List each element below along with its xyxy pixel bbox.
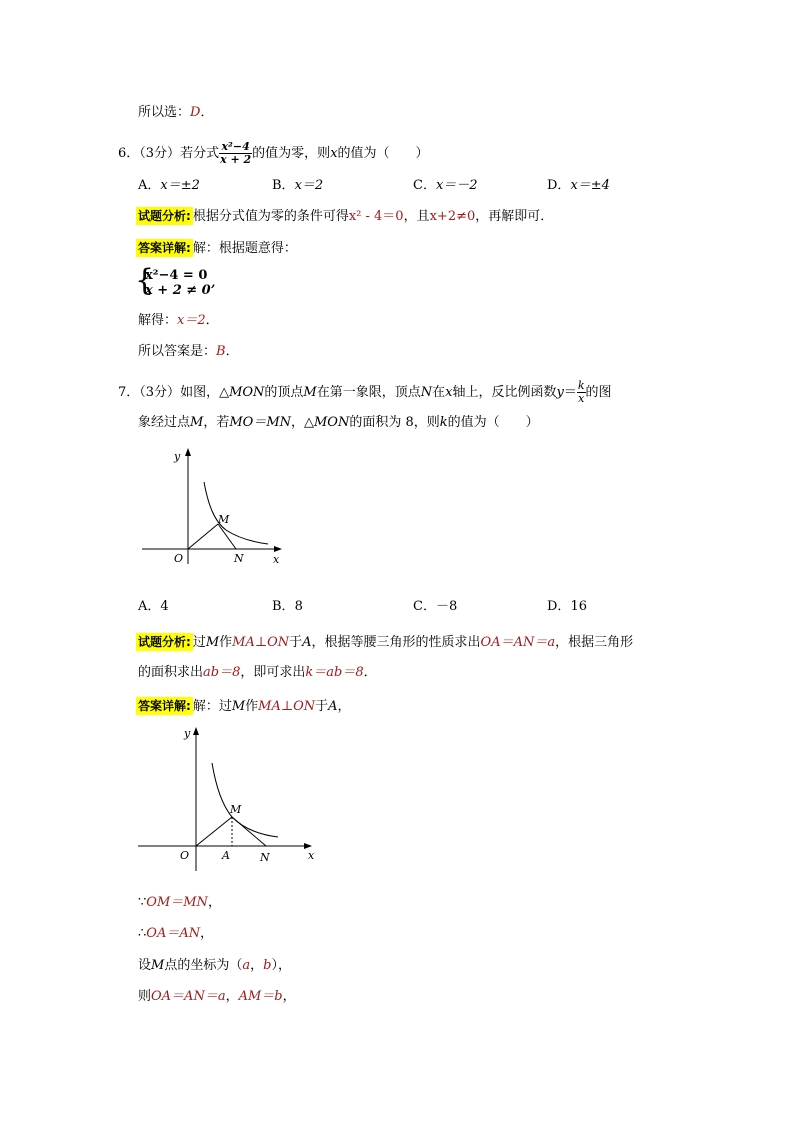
equation: x+2≠0 <box>429 209 476 224</box>
question-number: 6． <box>118 146 140 161</box>
equation-system <box>145 268 215 298</box>
y-axis-arrow-icon <box>193 727 199 735</box>
label-y: y <box>184 727 191 740</box>
q7-step2: ∴OA＝AN， <box>138 926 214 941</box>
conclusion-prefix: 所以选： <box>138 105 191 120</box>
q7-stem-line1: 7．（3分）如图，△MON的顶点M在第一象限，顶点N在x轴上，反比例函数y＝ $\frac{k}{x}$ 的图 <box>118 379 612 405</box>
q7-option-d: D．16 <box>547 599 587 614</box>
q6-detail: 答案详解: 解：根据题意得： <box>138 241 297 256</box>
q7-step1: ∵OM＝MN， <box>138 895 221 910</box>
equation: x² - 4＝0 <box>348 209 404 224</box>
stem-text: 若分式 <box>180 146 220 161</box>
q7-option-c: C．－8 <box>413 599 458 614</box>
q7-detail: 答案详解: 解：过M作MA⊥ON于A， <box>138 699 351 714</box>
q6-solve: 解得：x＝2． <box>138 313 219 328</box>
label-x: x <box>273 553 280 566</box>
fraction-expression <box>219 141 252 166</box>
stem-text: 的值为（ ） <box>337 146 429 161</box>
q7-stem-line2: 象经过点M，若MO＝MN，△MON的面积为 8，则k的值为（ ） <box>138 415 539 430</box>
q5-conclusion: 所以选：D． <box>138 105 214 120</box>
q7-analysis-line1: 试题分析: 过M作MA⊥ON于A，根据等腰三角形的性质求出OA＝AN＝a，根据三角形 <box>138 635 634 650</box>
segment-mn <box>218 524 236 549</box>
q7-option-a: A．4 <box>138 599 169 614</box>
q6-option-c: C．x＝－2 <box>413 178 478 193</box>
x-axis-arrow-icon <box>274 546 282 552</box>
label-n: N <box>260 851 270 864</box>
q6-option-d: D．x＝±4 <box>547 178 610 193</box>
label-n: N <box>234 552 244 565</box>
label-y: y <box>174 450 181 463</box>
segment-om <box>188 524 218 549</box>
y-axis-arrow-icon <box>185 448 191 456</box>
q7-step4: 则OA＝AN＝a，AM＝b， <box>138 989 296 1004</box>
detail-tag: 答案详解: <box>138 699 191 713</box>
label-o: O <box>180 849 190 862</box>
k-over-x-fraction: $\frac{k}{x}$ <box>577 379 585 405</box>
label-m: M <box>230 803 242 816</box>
answer-letter: D <box>190 105 201 120</box>
variable: x <box>330 146 338 161</box>
label-a: A <box>222 849 230 862</box>
detail-tag: 答案详解: <box>138 241 191 255</box>
label-m: M <box>218 513 230 526</box>
q6-option-a: A．x＝±2 <box>138 178 200 193</box>
q7-option-b: B．8 <box>272 599 303 614</box>
segment-mn <box>232 817 266 846</box>
system-line-2: x + 2 ≠ 0’ <box>145 283 216 298</box>
question-points: （3分） <box>139 146 181 161</box>
system-brace-icon: { <box>135 263 155 298</box>
q6-analysis: 试题分析: 根据分式值为零的条件可得x² - 4＝0，且x+2≠0，再解即可． <box>138 209 554 224</box>
analysis-tag: 试题分析: <box>138 635 191 649</box>
q6-stem <box>118 141 429 166</box>
segment-om <box>196 817 232 846</box>
hyperbola-curve <box>212 763 278 837</box>
q7-solution-graph <box>136 725 321 875</box>
hyperbola-curve <box>204 482 268 544</box>
q7-step3: 设M点的坐标为（a，b）， <box>138 958 291 973</box>
analysis-tag: 试题分析: <box>138 209 191 223</box>
q6-option-b: B．x＝2 <box>272 178 324 193</box>
fraction-numerator: x²−4 <box>219 141 252 154</box>
q6-answer: 所以答案是：B． <box>138 344 239 359</box>
q7-analysis-line2: 的面积求出ab＝8，即可求出k＝ab＝8． <box>138 665 377 680</box>
label-o: O <box>174 552 184 565</box>
q7-graph <box>138 446 288 568</box>
fraction-denominator: x + 2 <box>220 153 252 166</box>
stem-text: 的值为零，则 <box>252 146 331 161</box>
label-x: x <box>308 849 315 862</box>
system-line-1: x²−4 = 0 <box>145 268 208 283</box>
